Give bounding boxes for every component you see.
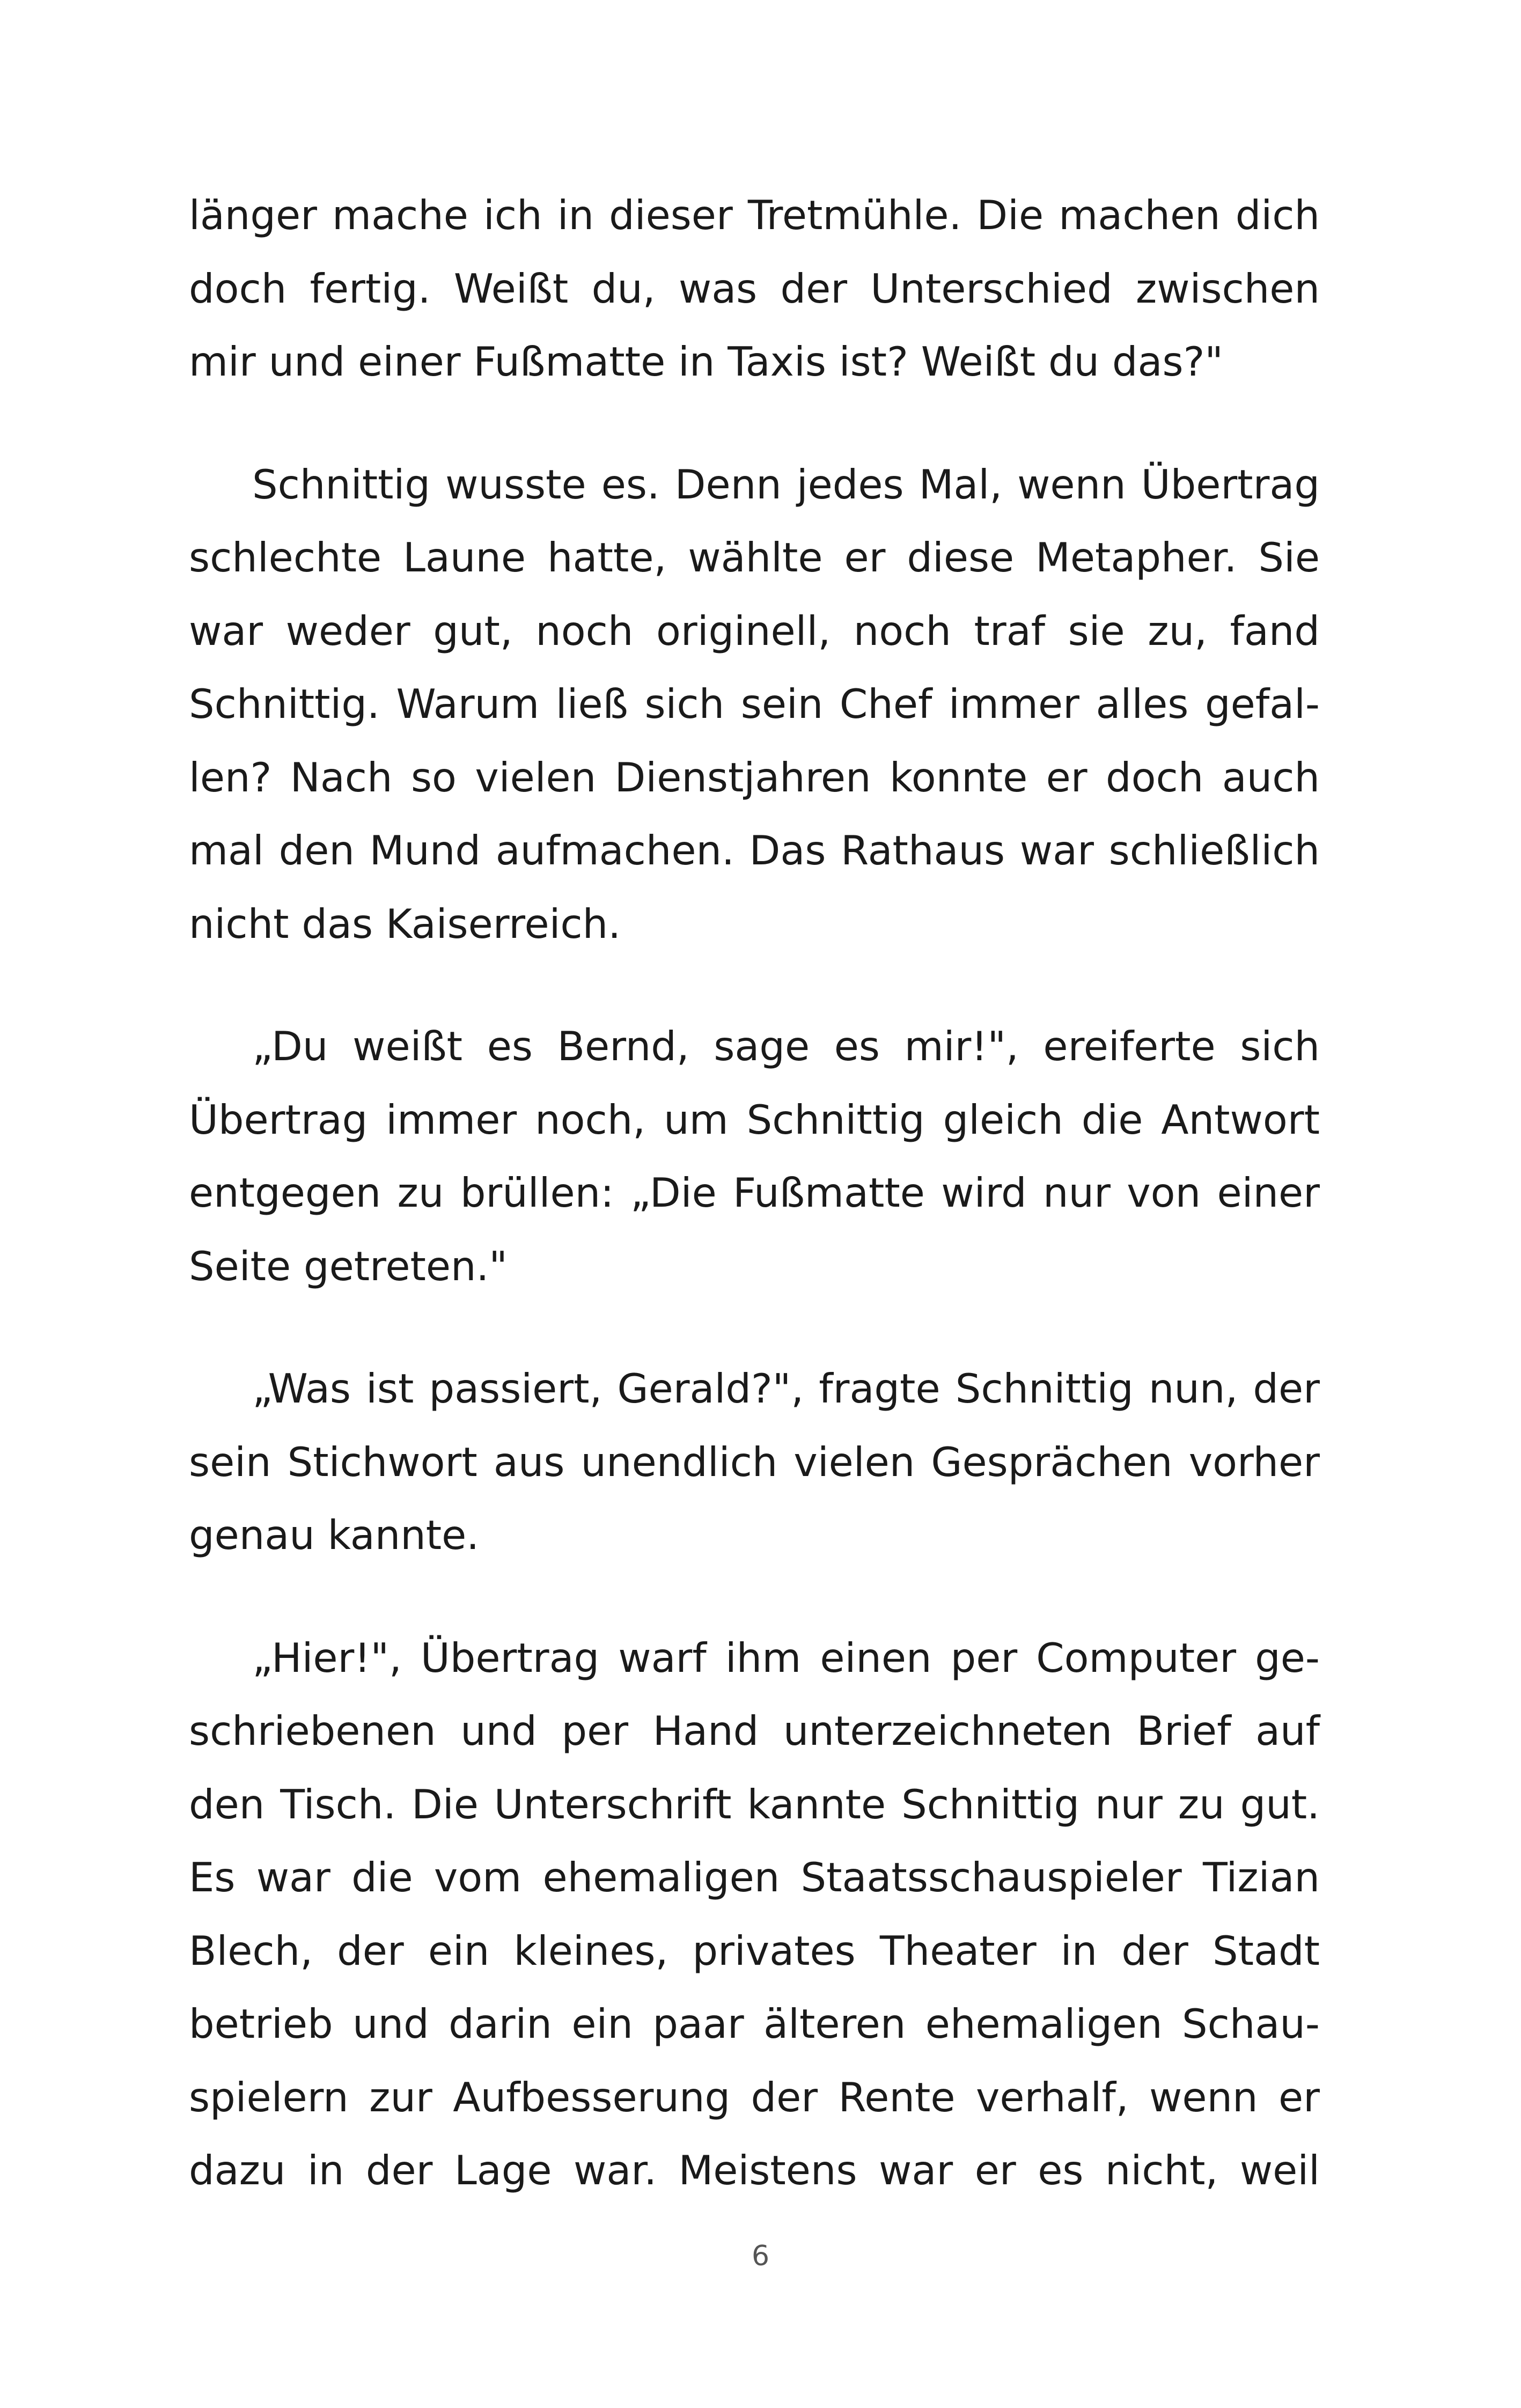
paragraph xyxy=(189,1621,1320,2207)
text-line: Schnittig. Warum ließ sich sein Chef immer alles gefal- xyxy=(189,680,1320,728)
body-text xyxy=(189,179,1320,2207)
text-line: dazu in der Lage war. Meistens war er es nicht, weil xyxy=(189,2147,1320,2194)
text-line: sein Stichwort aus unendlich vielen Gesprächen vorher xyxy=(189,1438,1320,1486)
text-line: „Du weißt es Bernd, sage es mir!", ereiferte sich xyxy=(252,1023,1320,1070)
text-line: mir und einer Fußmatte in Taxis ist? Weißt du das?" xyxy=(189,338,1223,385)
text-line: genau kannte. xyxy=(189,1511,480,1559)
text-line: Blech, der ein kleines, privates Theater in der Stadt xyxy=(189,1927,1320,1974)
paragraph xyxy=(189,1352,1320,1572)
text-line: Übertrag immer noch, um Schnittig gleich die Antwort xyxy=(189,1096,1320,1143)
paragraph-gap xyxy=(189,399,1320,448)
paragraph-gap xyxy=(189,1303,1320,1352)
paragraph xyxy=(189,448,1320,961)
text-line: betrieb und darin ein paar älteren ehemaligen Schau- xyxy=(189,2000,1320,2047)
paragraph-gap xyxy=(189,1572,1320,1621)
text-line: länger mache ich in dieser Tretmühle. Die machen dich xyxy=(189,192,1320,239)
text-line: „Hier!", Übertrag warf ihm einen per Computer ge- xyxy=(252,1634,1320,1682)
text-line: Es war die vom ehemaligen Staatsschauspieler Tizian xyxy=(189,1854,1320,1901)
text-line: schlechte Laune hatte, wählte er diese Metapher. Sie xyxy=(189,534,1320,581)
text-line: spielern zur Aufbesserung der Rente verhalf, wenn er xyxy=(189,2073,1320,2121)
text-line: „Was ist passiert, Gerald?", fragte Schnittig nun, der xyxy=(252,1365,1320,1412)
page-number: 6 xyxy=(751,2240,770,2272)
paragraph xyxy=(189,179,1320,399)
text-line: war weder gut, noch originell, noch traf sie zu, fand xyxy=(189,607,1320,655)
text-line: Seite getreten." xyxy=(189,1242,508,1290)
text-line: mal den Mund aufmachen. Das Rathaus war schließlich xyxy=(189,827,1320,874)
paragraph-gap xyxy=(189,960,1320,1010)
text-line: len? Nach so vielen Dienstjahren konnte er doch auch xyxy=(189,753,1320,801)
text-line: Schnittig wusste es. Denn jedes Mal, wenn Übertrag xyxy=(252,460,1320,508)
text-line: den Tisch. Die Unterschrift kannte Schnittig nur zu gut. xyxy=(189,1780,1320,1828)
text-line: schriebenen und per Hand unterzeichneten Brief auf xyxy=(189,1707,1320,1754)
paragraph xyxy=(189,1010,1320,1303)
text-line: entgegen zu brüllen: „Die Fußmatte wird nur von einer xyxy=(189,1169,1320,1216)
text-line: nicht das Kaiserreich. xyxy=(189,900,621,948)
text-line: doch fertig. Weißt du, was der Unterschied zwischen xyxy=(189,265,1320,312)
